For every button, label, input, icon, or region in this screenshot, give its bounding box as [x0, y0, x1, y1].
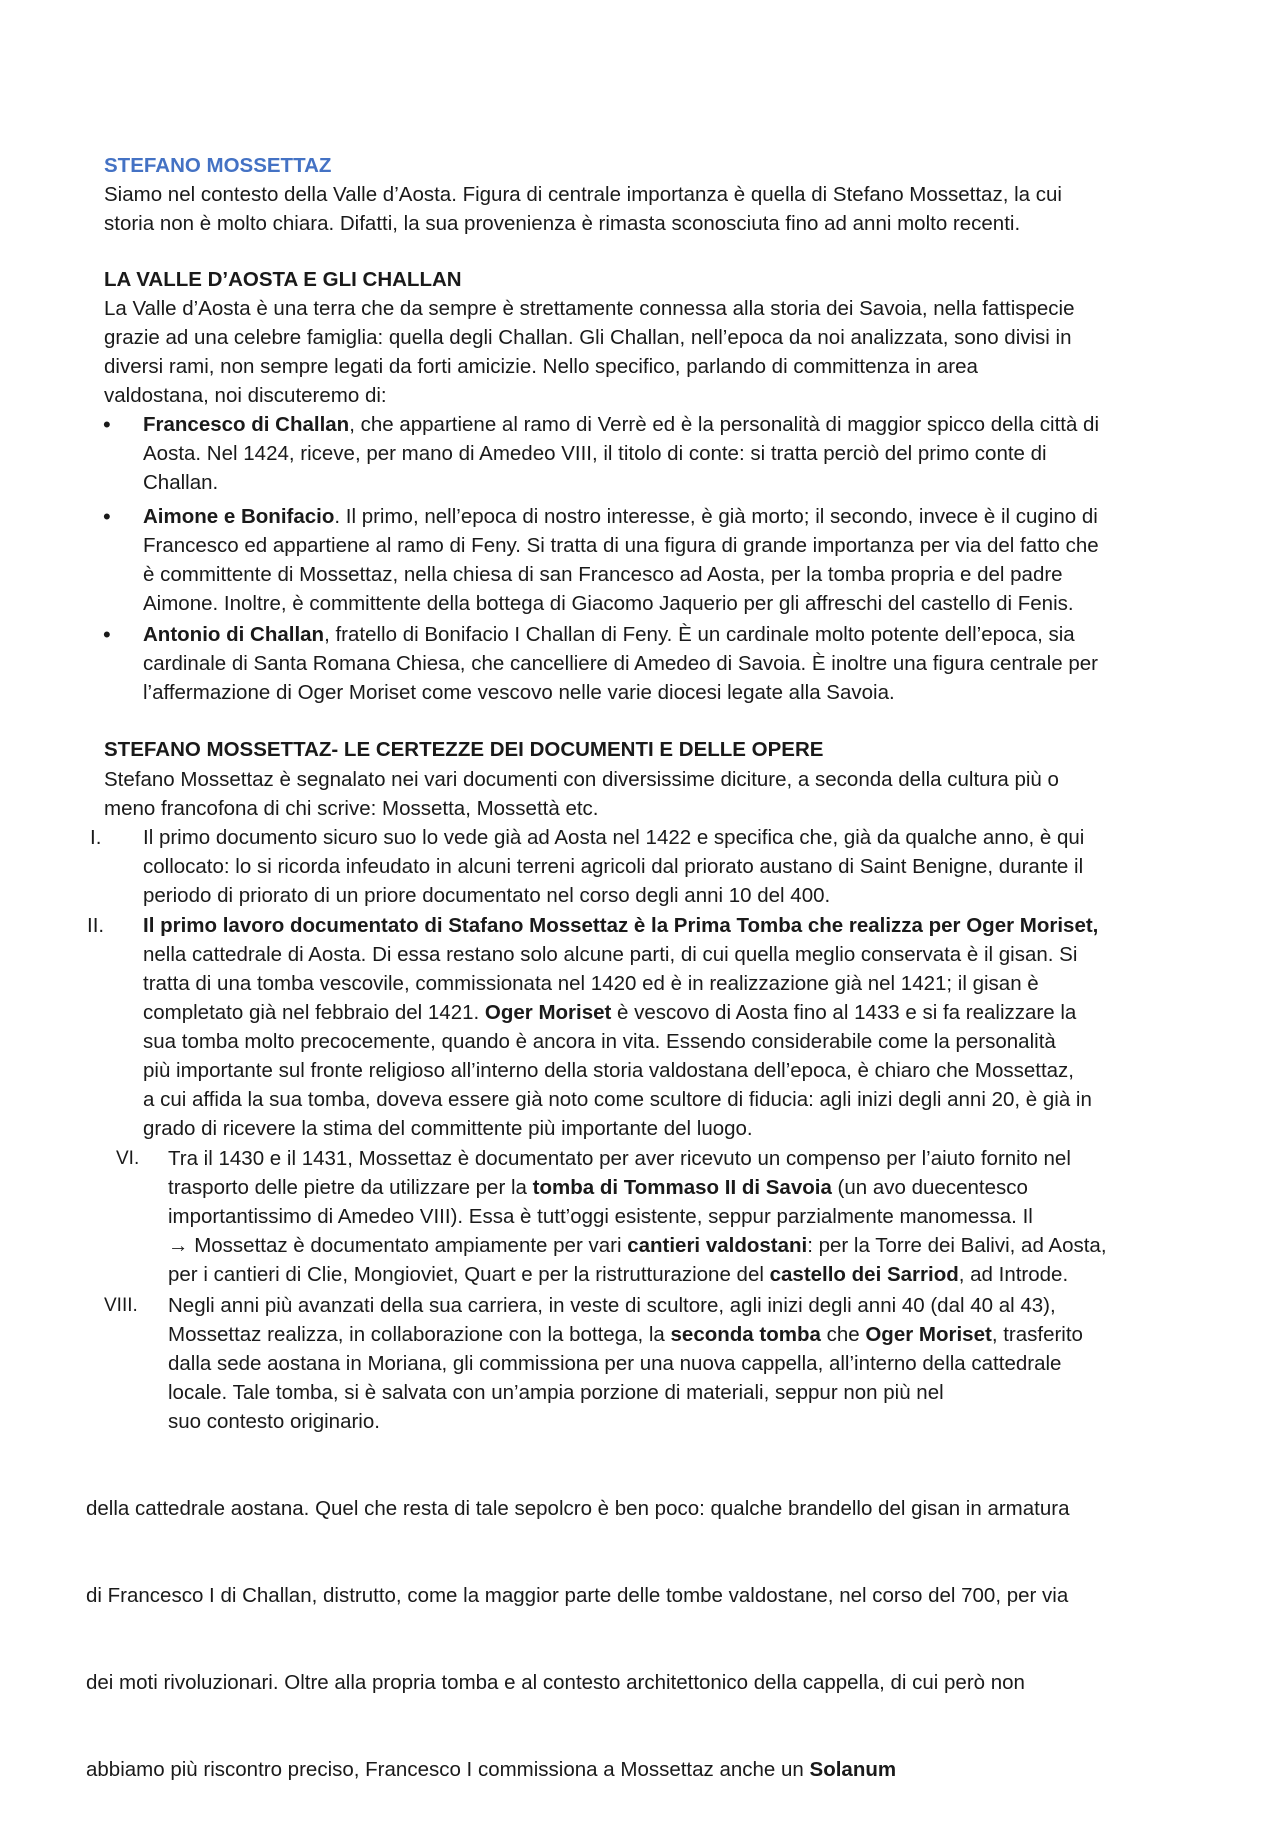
text-line: valdostana, noi discuteremo di:	[104, 384, 387, 407]
bold-run: Oger Moriset	[484, 1001, 612, 1024]
text-line: dei moti rivoluzionari. Oltre alla propria tomba e al contesto architettonico della cappella, di cui però non	[86, 1671, 1025, 1694]
text-line	[168, 1173, 1107, 1202]
text-line: periodo di priorato di un priore documentato nel corso degli anni 10 del 400.	[143, 884, 831, 907]
list-item-VI	[168, 1144, 1107, 1289]
list-marker: VI.	[116, 1148, 140, 1169]
bullet-marker: •	[103, 622, 111, 647]
text-line: grazie ad una celebre famiglia: quella degli Challan. Gli Challan, nell’epoca da noi analizzata, sono divisi in	[104, 326, 1072, 349]
text-line: diversi rami, non sempre legati da forti amicizie. Nello specifico, parlando di committenza in area	[104, 355, 978, 378]
text-run: , che appartiene al ramo di Verrè ed è la personalità di maggior spicco della città di	[349, 413, 1100, 436]
text-run: che	[820, 1323, 866, 1346]
text-run: → Mossettaz è documentato ampiamente per vari	[168, 1234, 628, 1257]
section3-intro	[104, 765, 1059, 823]
text-line: più importante sul fronte religioso all’interno della storia valdostana dell’epoca, è chiaro che Mossettaz,	[143, 1059, 1074, 1082]
text-line	[86, 1755, 1070, 1784]
text-line	[168, 1231, 1107, 1260]
bullet-bold: Aimone e Bonifacio	[143, 505, 335, 528]
text-run: completato già nel febbraio del 1421.	[143, 1001, 485, 1024]
text-line: tratta di una tomba vescovile, commissionata nel 1420 ed è in realizzazione già nel 1421; il gisan è	[143, 972, 1039, 995]
text-line	[143, 998, 1098, 1027]
list-item-I	[143, 823, 1084, 910]
bold-run: Oger Moriset	[865, 1323, 992, 1346]
text-run: , trasferito	[991, 1323, 1083, 1346]
text-line: Negli anni più avanzati della sua carriera, in veste di scultore, agli inizi degli anni 40 (dal 40 al 43),	[168, 1294, 1056, 1317]
text-line: Challan.	[143, 471, 219, 494]
text-line: cardinale di Santa Romana Chiesa, che cancelliere di Amedeo di Savoia. È inoltre una figura centrale per	[143, 652, 1098, 675]
bullet-item-antonio	[143, 620, 1098, 707]
closing-paragraph	[86, 1436, 1070, 1842]
text-line: Aosta. Nel 1424, riceve, per mano di Amedeo VIII, il titolo di conte: si tratta perciò del primo conte di	[143, 442, 1047, 465]
bullet-marker: •	[103, 504, 111, 529]
bold-run: castello dei Sarriod	[769, 1263, 959, 1286]
text-line: Stefano Mossettaz è segnalato nei vari documenti con diversissime diciture, a seconda della cultura più o	[104, 768, 1059, 791]
text-line: Il primo lavoro documentato di Stafano Mossettaz è la Prima Tomba che realizza per Oger Moriset,	[143, 914, 1099, 937]
text-line	[168, 1320, 1083, 1349]
bullet-marker: •	[103, 412, 111, 437]
text-run: Mossettaz realizza, in collaborazione con la bottega, la	[168, 1323, 671, 1346]
text-line: Aimone. Inoltre, è committente della bottega di Giacomo Jaquerio per gli affreschi del castello di Fenis.	[143, 592, 1074, 615]
bold-run: cantieri valdostani	[627, 1234, 808, 1257]
section2-heading: LA VALLE D’AOSTA E GLI CHALLAN	[104, 268, 462, 291]
text-line: di Francesco I di Challan, distrutto, come la maggior parte delle tombe valdostane, nel corso del 700, per via	[86, 1584, 1069, 1607]
bold-run: tomba di Tommaso II di Savoia	[532, 1176, 832, 1199]
text-run: (un avo duecentesco	[831, 1176, 1028, 1199]
text-line: grado di ricevere la stima del committente più importante del luogo.	[143, 1117, 753, 1140]
text-line: a cui affida la sua tomba, doveva essere già noto come scultore di fiducia: agli inizi degli anni 20, è già in	[143, 1088, 1092, 1111]
bullet-item-aimone-bonifacio	[143, 502, 1099, 618]
list-item-VIII	[168, 1291, 1083, 1436]
list-marker: II.	[87, 914, 105, 937]
bullet-item-francesco	[143, 410, 1099, 497]
text-run: è vescovo di Aosta fino al 1433 e si fa realizzare la	[611, 1001, 1077, 1024]
list-item-II	[143, 911, 1098, 1143]
text-line: collocato: lo si ricorda infeudato in alcuni terreni agricoli dal priorato austano di Saint Benigne, durante il	[143, 855, 1084, 878]
text-run: per i cantieri di Clie, Mongioviet, Quart e per la ristrutturazione del	[168, 1263, 770, 1286]
document-title: STEFANO MOSSETTAZ	[104, 154, 332, 177]
list-marker: VIII.	[104, 1295, 138, 1316]
section3-heading: STEFANO MOSSETTAZ- LE CERTEZZE DEI DOCUMENTI E DELLE OPERE	[104, 738, 824, 761]
section1-paragraph	[104, 180, 1062, 238]
text-line: meno francofona di chi scrive: Mossetta, Mossettà etc.	[104, 797, 599, 820]
text-run: : per la Torre dei Balivi, ad Aosta,	[807, 1234, 1107, 1257]
text-line: Siamo nel contesto della Valle d’Aosta. Figura di centrale importanza è quella di Stefano Mossettaz, la cui	[104, 183, 1062, 206]
text-line	[143, 620, 1098, 649]
text-run: , fratello di Bonifacio I Challan di Feny. È un cardinale molto potente dell’epoca, sia	[324, 623, 1075, 646]
text-line: Il primo documento sicuro suo lo vede già ad Aosta nel 1422 e specifica che, già da qualche anno, è qui	[143, 826, 1085, 849]
text-line: della cattedrale aostana. Quel che resta di tale sepolcro è ben poco: qualche brandello del gisan in armatura	[86, 1497, 1070, 1520]
text-line: suo contesto originario.	[168, 1410, 380, 1433]
text-line: Tra il 1430 e il 1431, Mossettaz è documentato per aver ricevuto un compenso per l’aiuto fornito nel	[168, 1147, 1071, 1170]
section2-intro	[104, 294, 1075, 410]
text-run: . Il primo, nell’epoca di nostro interesse, è già morto; il secondo, invece è il cugino di	[334, 505, 1098, 528]
text-line: sua tomba molto precocemente, quando è ancora in vita. Essendo considerabile come la personalità	[143, 1030, 1056, 1053]
text-line	[168, 1260, 1107, 1289]
text-line: La Valle d’Aosta è una terra che da sempre è strettamente connessa alla storia dei Savoia, nella fattispecie	[104, 297, 1075, 320]
text-line: dalla sede aostana in Moriana, gli commissiona per una nuova cappella, all’interno della cattedrale	[168, 1352, 1062, 1375]
bold-run: Solanum	[809, 1758, 897, 1781]
bold-run: seconda tomba	[670, 1323, 821, 1346]
text-line	[143, 502, 1099, 531]
text-line: importantissimo di Amedeo VIII). Essa è tutt’oggi esistente, seppur parzialmente manomessa. Il	[168, 1205, 1033, 1228]
text-line: storia non è molto chiara. Difatti, la sua provenienza è rimasta sconosciuta fino ad anni molto recenti.	[104, 212, 1021, 235]
text-line: è committente di Mossettaz, nella chiesa di san Francesco ad Aosta, per la tomba propria e del padre	[143, 563, 1063, 586]
text-line: nella cattedrale di Aosta. Di essa restano solo alcune parti, di cui quella meglio conservata è il gisan. Si	[143, 943, 1078, 966]
text-run: , ad Introde.	[958, 1263, 1069, 1286]
bullet-bold: Antonio di Challan	[143, 623, 325, 646]
list-marker: I.	[90, 826, 102, 849]
text-run: abbiamo più riscontro preciso, Francesco I commissiona a Mossettaz anche un	[86, 1758, 810, 1781]
text-line: l’affermazione di Oger Moriset come vescovo nelle varie diocesi legate alla Savoia.	[143, 681, 895, 704]
text-line: Francesco ed appartiene al ramo di Feny. Si tratta di una figura di grande importanza per via del fatto che	[143, 534, 1099, 557]
text-line: locale. Tale tomba, si è salvata con un’ampia porzione di materiali, seppur non più nel	[168, 1381, 944, 1404]
text-run: trasporto delle pietre da utilizzare per la	[168, 1176, 533, 1199]
text-line	[143, 410, 1099, 439]
bullet-bold: Francesco di Challan	[143, 413, 350, 436]
